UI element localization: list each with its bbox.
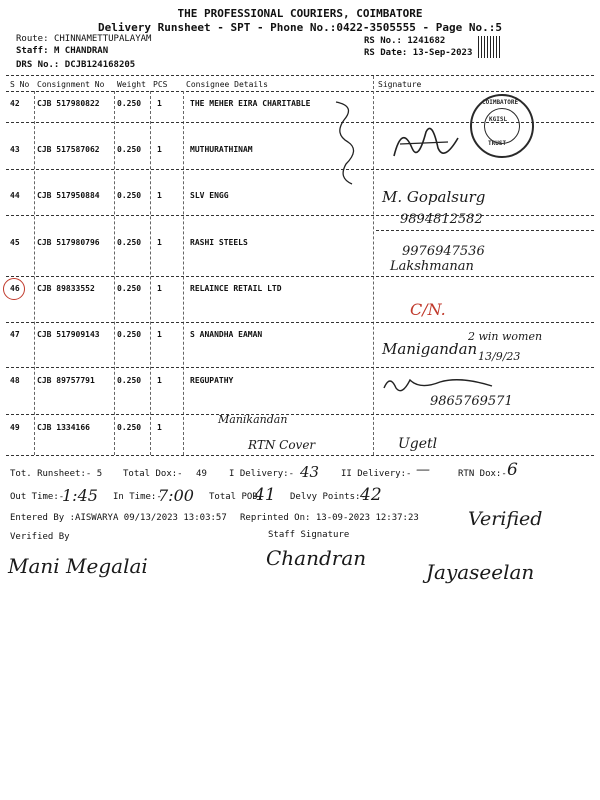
- total-dox: [123, 469, 207, 479]
- rtn-dox-label: RTN Dox:-: [458, 469, 507, 479]
- drs-row: [16, 60, 135, 70]
- drs-label: DRS No.:: [16, 60, 60, 70]
- col-sep: [34, 91, 35, 455]
- kgisl-trust-stamp: [470, 94, 534, 158]
- row49-note-rtn: RTN Cover: [248, 438, 316, 452]
- staff-signature-label: Staff Signature: [268, 530, 350, 540]
- stamp-text: KGISL: [489, 116, 508, 123]
- ii-delivery-value: —: [416, 462, 430, 478]
- pcs: 1: [157, 191, 162, 200]
- header-rule: [6, 91, 594, 92]
- i-delivery-label: I Delivery:-: [229, 469, 295, 479]
- company-title: THE PROFESSIONAL COURIERS, COIMBATORE: [177, 7, 423, 20]
- consignment-no: CJB 89833552: [37, 284, 95, 293]
- pcs: 1: [157, 99, 162, 108]
- signature-rule: [376, 230, 594, 231]
- sno: 45: [10, 238, 20, 247]
- tot-runsheet: [10, 469, 102, 479]
- verified-handwritten: Verified: [468, 508, 543, 530]
- pcs: 1: [157, 423, 162, 432]
- row-rule: [6, 367, 594, 368]
- consignee: S ANANDHA EAMAN: [190, 330, 263, 339]
- consignment-no: CJB 517980796: [37, 238, 100, 247]
- row47-receiver-name: Manigandan: [382, 340, 478, 358]
- ii-delivery-label: II Delivery:-: [341, 469, 412, 479]
- row49-note-name: Manikandan: [218, 413, 288, 426]
- col-sep: [150, 91, 151, 455]
- row48-signature-scribble: [380, 370, 500, 394]
- sno: 48: [10, 376, 20, 385]
- rs-date-label: RS Date:: [364, 48, 408, 58]
- col-weight: Weight: [117, 80, 146, 89]
- in-time-value: 7:00: [158, 486, 194, 505]
- rtn-dox-value: 6: [507, 460, 518, 480]
- staff-label: Staff:: [16, 46, 49, 56]
- barcode-mark: [478, 36, 502, 58]
- rs-date-row: [364, 48, 472, 58]
- weight: 0.250: [117, 99, 142, 108]
- staff-value: M CHANDRAN: [53, 46, 109, 56]
- consignment-no: CJB 517587062: [37, 145, 100, 154]
- consignment-no: CJB 89757791: [37, 376, 95, 385]
- consignment-no: CJB 517980822: [37, 99, 100, 108]
- total-dox-value: 49: [196, 469, 207, 479]
- weight: 0.250: [117, 330, 142, 339]
- total-pod-value: 41: [254, 485, 276, 505]
- stamp-text: TRUST: [488, 140, 507, 147]
- col-sep: [373, 76, 374, 455]
- row49-signature: Ugetl: [398, 436, 438, 452]
- weight: 0.250: [117, 238, 142, 247]
- row47-date: 13/9/23: [478, 350, 521, 363]
- weight: 0.250: [117, 191, 142, 200]
- weight: 0.250: [117, 145, 142, 154]
- sno: 44: [10, 191, 20, 200]
- consignment-no: CJB 517909143: [37, 330, 100, 339]
- i-delivery-value: 43: [300, 463, 320, 481]
- row48-phone: 9865769571: [430, 394, 513, 409]
- staff-signature: Chandran: [266, 546, 367, 570]
- weight: 0.250: [117, 284, 142, 293]
- row-rule: [6, 455, 594, 456]
- sno: 46: [10, 284, 20, 293]
- rs-date-value: 13-Sep-2023: [412, 48, 473, 58]
- consignment-no: CJB 517950884: [37, 191, 100, 200]
- row-rule: [6, 215, 594, 216]
- sno: 43: [10, 145, 20, 154]
- rs-no-value: 1241682: [407, 36, 446, 46]
- total-dox-label: Total Dox:-: [123, 469, 183, 479]
- row-rule: [6, 276, 594, 277]
- row-rule: [6, 322, 594, 323]
- row47-note: 2 win women: [468, 330, 543, 343]
- stamp-inner-ring: [484, 108, 520, 144]
- row46-cn-mark: C/N.: [410, 300, 446, 319]
- pcs: 1: [157, 238, 162, 247]
- verified-by-label: Verified By: [10, 532, 70, 542]
- consignee: THE MEHER EIRA CHARITABLE: [190, 99, 311, 108]
- col-signature: Signature: [378, 80, 422, 89]
- pcs: 1: [157, 330, 162, 339]
- row-rule: [6, 414, 594, 415]
- in-time-label: In Time:-: [113, 492, 162, 502]
- consignee: REGUPATHY: [190, 376, 234, 385]
- row-rule: [6, 169, 594, 170]
- sno: 42: [10, 99, 20, 108]
- col-consignee: Consignee Details: [186, 80, 268, 89]
- delvy-points-label: Delvy Points:-: [290, 492, 366, 502]
- row45-phone: 9976947536: [402, 244, 485, 259]
- col-pcs: PCS: [153, 80, 168, 89]
- tot-runsheet-value: 5: [96, 469, 103, 479]
- row44-phone: 9894812582: [400, 212, 483, 227]
- entered-by: Entered By :AISWARYA 09/13/2023 13:03:57: [10, 513, 227, 523]
- verifier-signature: Mani Megalai: [8, 554, 148, 578]
- consignee: SLV ENGG: [190, 191, 229, 200]
- route-value: CHINNAMETTUPALAYAM: [53, 34, 152, 44]
- reprinted-on: Reprinted On: 13-09-2023 12:37:23: [240, 513, 419, 523]
- consignee: RELAINCE RETAIL LTD: [190, 284, 282, 293]
- staff-row: [16, 46, 108, 56]
- col-sno: S No: [10, 80, 30, 89]
- drs-value: DCJB124168205: [64, 60, 136, 70]
- sno: 49: [10, 423, 20, 432]
- runsheet-subtitle: Delivery Runsheet - SPT - Phone No.:0422-3505555 - Page No.:5: [98, 21, 502, 34]
- pcs: 1: [157, 376, 162, 385]
- stamp-text: COIMBATORE: [482, 99, 519, 106]
- tot-runsheet-label: Tot. Runsheet:-: [10, 469, 92, 479]
- consignee: MUTHURATHINAM: [190, 145, 253, 154]
- out-time-label: Out Time:-: [10, 492, 65, 502]
- rs-no-row: [364, 36, 445, 46]
- weight: 0.250: [117, 423, 142, 432]
- col-consignment: Consignment No: [37, 80, 105, 89]
- consignment-no: CJB 1334166: [37, 423, 90, 432]
- row44-receiver-name: M. Gopalsurg: [382, 188, 486, 206]
- route-label: Route:: [16, 34, 49, 44]
- consignee: RASHI STEELS: [190, 238, 248, 247]
- brace-mark: [330, 98, 370, 188]
- weight: 0.250: [117, 376, 142, 385]
- sno: 47: [10, 330, 20, 339]
- delvy-points-value: 42: [360, 485, 382, 505]
- col-sep: [183, 91, 184, 455]
- col-sep: [114, 91, 115, 455]
- route-row: [16, 34, 151, 44]
- approver-signature: Jayaseelan: [426, 560, 535, 584]
- total-pod-label: Total POD:: [209, 492, 264, 502]
- pcs: 1: [157, 145, 162, 154]
- rs-no-label: RS No.:: [364, 36, 402, 46]
- table-top-rule: [6, 75, 594, 76]
- pcs: 1: [157, 284, 162, 293]
- signature-scribble-42: [388, 118, 468, 168]
- out-time-value: 1:45: [62, 486, 98, 505]
- row45-receiver-name: Lakshmanan: [390, 259, 474, 274]
